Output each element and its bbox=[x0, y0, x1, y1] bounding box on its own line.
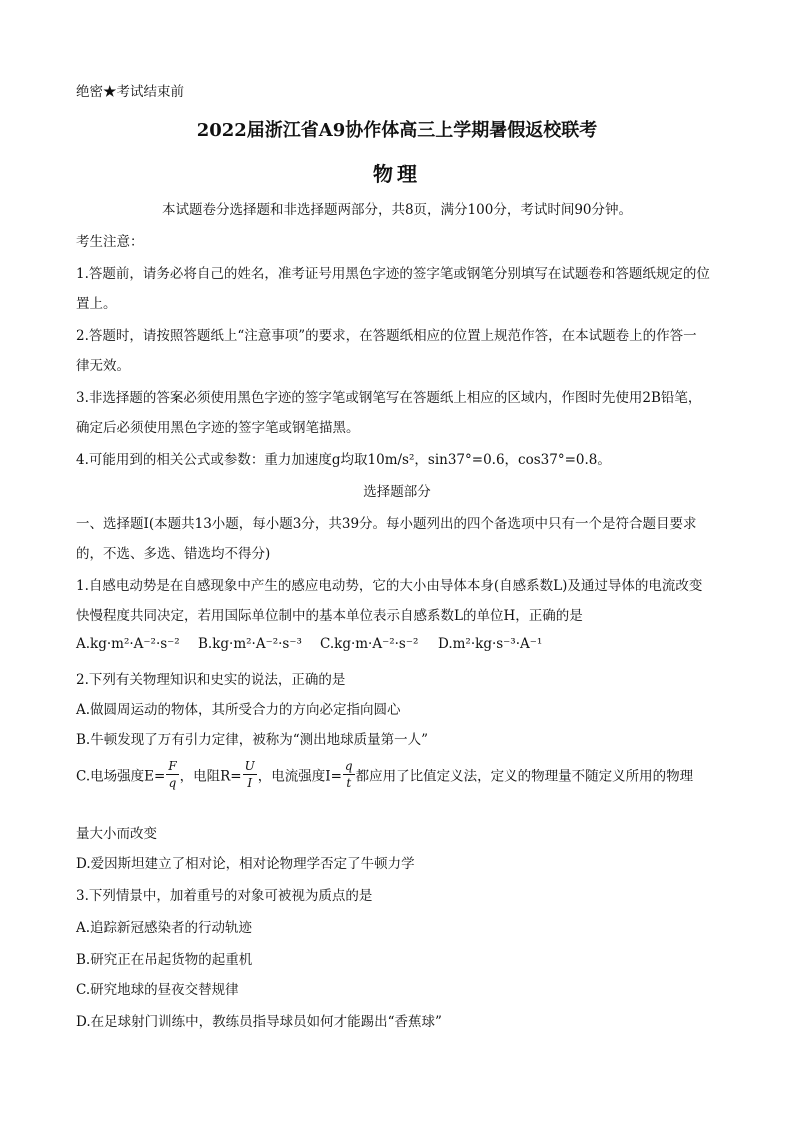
q3-option-c: C.研究地球的昼夜交替规律 bbox=[76, 982, 239, 998]
q3-option-a: A.追踪新冠感染者的行动轨迹 bbox=[76, 920, 253, 936]
q2-stem: 2.下列有关物理知识和史实的说法，正确的是 bbox=[76, 672, 346, 688]
q2-option-a: A.做圆周运动的物体，其所受合力的方向必定指向圆心 bbox=[76, 702, 401, 718]
q1-option-a: A.kg·m²·A⁻²·s⁻² bbox=[76, 636, 180, 652]
q2-option-c-mid-2: ，电流强度I= bbox=[257, 768, 342, 785]
notice-item-3-line-2: 确定后必须使用黑色字迹的签字笔或钢笔描黑。 bbox=[76, 420, 360, 436]
notice-item-3-line-1: 3.非选择题的答案必须使用黑色字迹的签字笔或钢笔写在答题纸上相应的区域内，作图时先使用2B铅笔， bbox=[76, 390, 702, 406]
notice-heading: 考生注意： bbox=[76, 234, 144, 250]
q2-option-c-prefix: C.电场强度E= bbox=[76, 768, 166, 785]
notice-item-1-line-1: 1.答题前，请务必将自己的姓名，准考证号用黑色字迹的签字笔或钢笔分别填写在试题卷和答题纸规定的位 bbox=[76, 266, 710, 282]
notice-item-2-line-2: 律无效。 bbox=[76, 358, 130, 374]
fraction-f-over-q: $\frac{F}{q}$ bbox=[168, 759, 177, 790]
part1-instructions-line-1: 一、选择题Ⅰ(本题共13小题，每小题3分，共39分。每小题列出的四个备选项中只有一个是符合题目要求 bbox=[76, 516, 697, 532]
part1-instructions-line-2: 的，不选、多选、错选均不得分) bbox=[76, 546, 271, 562]
q1-option-d: D.m²·kg·s⁻³·A⁻¹ bbox=[438, 636, 543, 652]
fraction-q-over-t: $\frac{q}{t}$ bbox=[344, 759, 353, 790]
fraction-u-over-i: $\frac{U}{I}$ bbox=[244, 759, 255, 790]
notice-item-4: 4.可能用到的相关公式或参数：重力加速度g均取10m/s²，sin37°=0.6，cos37°=0.8。 bbox=[76, 452, 611, 468]
q2-option-d: D.爱因斯坦建立了相对论，相对论物理学否定了牛顿力学 bbox=[76, 856, 415, 872]
q2-option-c-line-2: 量大小而改变 bbox=[76, 826, 157, 842]
notice-item-1-line-2: 置上。 bbox=[76, 296, 117, 312]
notice-item-2-line-1: 2.答题时，请按照答题纸上“注意事项”的要求，在答题纸相应的位置上规范作答，在本试题卷上的作答一 bbox=[76, 328, 697, 344]
q1-stem-line-1: 1.自感电动势是在自感现象中产生的感应电动势，它的大小由导体本身(自感系数L)及通过导体的电流改变 bbox=[76, 578, 703, 594]
q2-option-c-suffix: 都应用了比值定义法，定义的物理量不随定义所用的物理 bbox=[355, 768, 694, 785]
subject-title: 物理 bbox=[373, 162, 421, 186]
q3-stem: 3.下列情景中，加着重号的对象可被视为质点的是 bbox=[76, 888, 373, 904]
q2-option-b: B.牛顿发现了万有引力定律，被称为“测出地球质量第一人” bbox=[76, 732, 429, 748]
exam-intro: 本试题卷分选择题和非选择题两部分，共8页，满分100分，考试时间90分钟。 bbox=[161, 202, 633, 218]
q3-option-b: B.研究正在吊起货物的起重机 bbox=[76, 952, 253, 968]
q2-option-c bbox=[76, 760, 693, 789]
q2-option-c-mid-1: ，电阻R= bbox=[179, 768, 242, 785]
exam-title: 2022届浙江省A9协作体高三上学期暑假返校联考 bbox=[196, 120, 598, 141]
q1-option-c: C.kg·m·A⁻²·s⁻² bbox=[320, 636, 419, 652]
q3-option-d: D.在足球射门训练中，教练员指导球员如何才能踢出“香蕉球” bbox=[76, 1014, 442, 1030]
section-heading: 选择题部分 bbox=[363, 484, 431, 500]
q1-option-b: B.kg·m²·A⁻²·s⁻³ bbox=[198, 636, 302, 652]
secret-label: 绝密★考试结束前 bbox=[76, 84, 184, 100]
q1-stem-line-2: 快慢程度共同决定，若用国际单位制中的基本单位表示自感系数L的单位H，正确的是 bbox=[76, 608, 583, 624]
